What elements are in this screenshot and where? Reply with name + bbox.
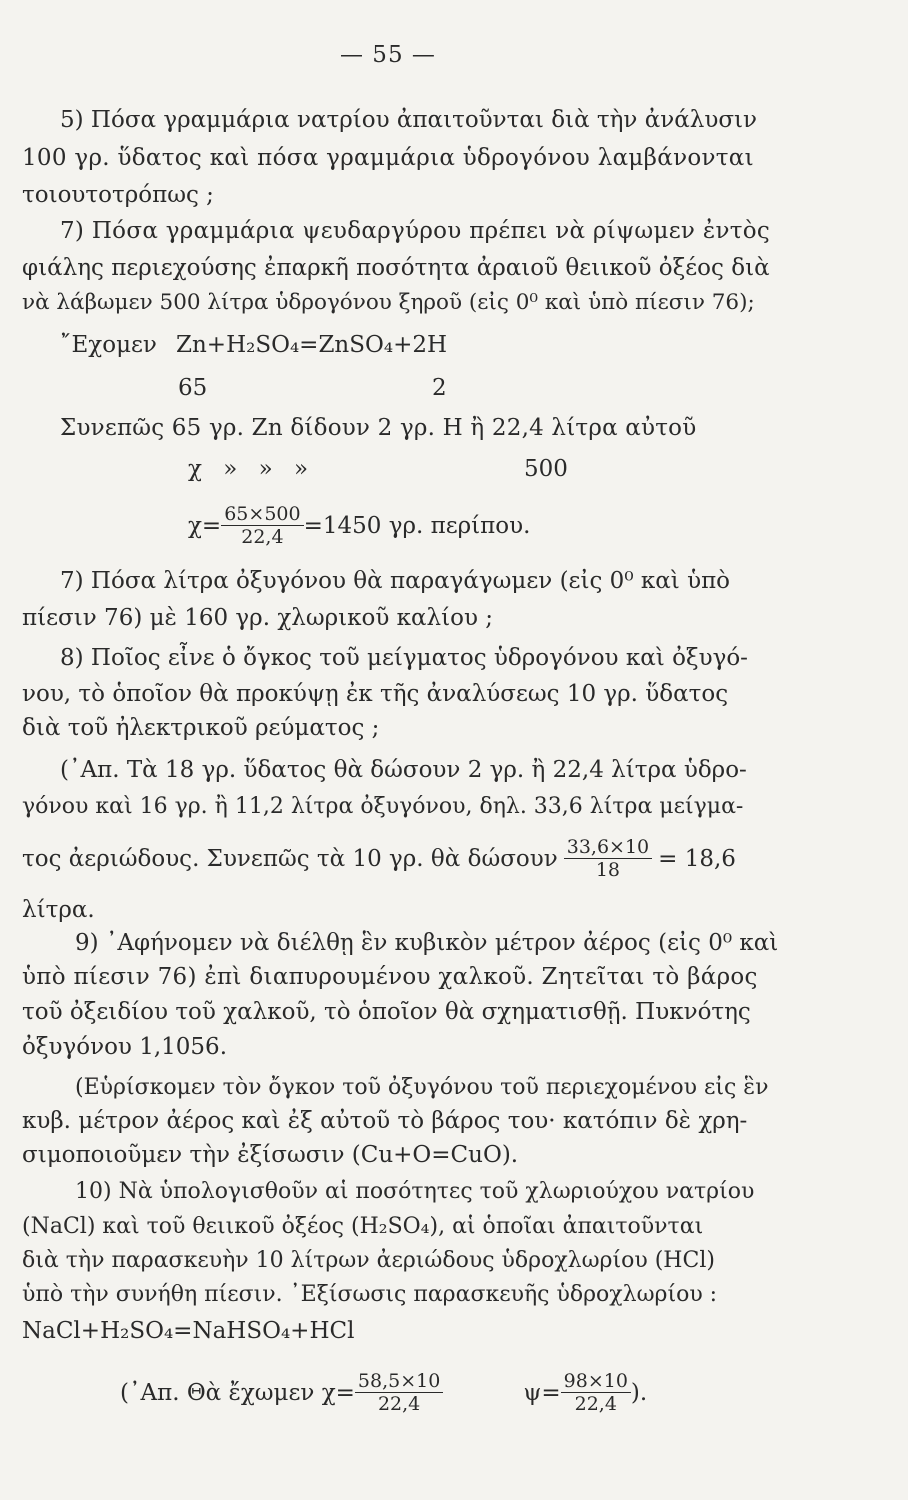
q5-line-2: 100 γρ. ὕδατος καὶ πόσα γραμμάρια ὑδρογόνου λαμβάνονται [22, 145, 754, 171]
ratio-line-2-right: 500 [524, 456, 568, 482]
q10-equation: NaCl+H₂SO₄=NaHSO₄+HCl [22, 1318, 355, 1344]
q7a-line-3: νὰ λάβωμεν 500 λίτρα ὑδρογόνου ξηροῦ (εἰς 0⁰ καὶ ὑπὸ πίεσιν 76); [22, 290, 755, 315]
calc1-numerator: 65×500 [221, 503, 303, 526]
q8-line-1: 8) Ποῖος εἶνε ὁ ὄγκος τοῦ μείγματος ὑδρογόνου καὶ ὀξυγό- [60, 645, 748, 671]
q5-line-1: 5) Πόσα γραμμάρια νατρίου ἀπαιτοῦνται διὰ τὴν ἀνάλυσιν [60, 107, 758, 133]
q9-line-1: 9) ᾿Αφήνομεν νὰ διέλθῃ ἓν κυβικὸν μέτρον ἀέρος (εἰς 0⁰ καὶ [75, 930, 779, 956]
calc1-denominator: 22,4 [241, 526, 284, 548]
q7a-line-2: φιάλης περιεχούσης ἐπαρκῆ ποσότητα ἀραιοῦ θειικοῦ ὀξέος διὰ [22, 255, 770, 281]
q7b-line-1: 7) Πόσα λίτρα ὀξυγόνου θὰ παραγάγωμεν (εἰς 0⁰ καὶ ὑπὸ [60, 568, 731, 594]
q9-line-4: ὀξυγόνου 1,1056. [22, 1034, 228, 1060]
a8-numerator: 33,6×10 [564, 836, 652, 859]
a8-line-1: (᾿Απ. Τὰ 18 γρ. ὕδατος θὰ δώσουν 2 γρ. ἢ 22,4 λίτρα ὑδρο- [60, 757, 747, 783]
q7b-line-2: πίεσιν 76) μὲ 160 γρ. χλωρικοῦ καλίου ; [22, 605, 494, 631]
q5-line-3: τοιουτοτρόπως ; [22, 182, 214, 208]
a9-line-3: σιμοποιοῦμεν τὴν ἐξίσωσιν (Cu+O=CuO). [22, 1142, 519, 1168]
a10-psi-fraction [561, 1370, 631, 1415]
q10-line-3: διὰ τὴν παρασκευὴν 10 λίτρων ἀεριώδους ὑδροχλωρίου (HCl) [22, 1248, 715, 1273]
a8-result: = 18,6 [658, 845, 736, 872]
a9-line-1: (Εὑρίσκομεν τὸν ὄγκον τοῦ ὀξυγόνου τοῦ περιεχομένου εἰς ἓν [75, 1075, 769, 1100]
a9-line-2: κυβ. μέτρον ἀέρος καὶ ἐξ αὐτοῦ τὸ βάρος του· κατόπιν δὲ χρη- [22, 1108, 748, 1134]
calc1-variable: χ= [188, 512, 222, 539]
a10-line [120, 1370, 647, 1415]
a8-line-3 [22, 836, 736, 881]
ratio-line-2-left: χ » » » [188, 456, 309, 482]
a10-psi: ψ= [523, 1379, 561, 1406]
a10-prefix: (᾿Απ. Θὰ ἔχωμεν χ= [120, 1379, 355, 1406]
equation-prefix: ῎Εχομεν [60, 332, 157, 358]
calc1-fraction [221, 503, 303, 548]
page-number: — 55 — [340, 42, 436, 68]
q8-line-3: διὰ τοῦ ἠλεκτρικοῦ ρεύματος ; [22, 715, 380, 741]
ratio-line-1: Συνεπῶς 65 γρ. Zn δίδουν 2 γρ. Η ἢ 22,4 λίτρα αὐτοῦ [60, 415, 697, 441]
mass-h: 2 [432, 375, 447, 401]
mass-zn: 65 [178, 375, 208, 401]
a10-x-denominator: 22,4 [377, 1393, 421, 1415]
q7a-line-1: 7) Πόσα γραμμάρια ψευδαργύρου πρέπει νὰ ρίψωμεν ἐντὸς [60, 218, 771, 244]
reaction-equation: Zn+H₂SO₄=ZnSO₄+2H [176, 332, 448, 358]
q9-line-2: ὑπὸ πίεσιν 76) ἐπὶ διαπυρουμένου χαλκοῦ. Ζητεῖται τὸ βάρος [22, 964, 758, 990]
q10-line-1: 10) Νὰ ὑπολογισθοῦν αἱ ποσότητες τοῦ χλωριούχου νατρίου [75, 1179, 755, 1204]
a8-line-4: λίτρα. [22, 897, 95, 923]
a8-fraction [564, 836, 652, 881]
a10-x-fraction [355, 1370, 443, 1415]
a8-line-2: γόνου καὶ 16 γρ. ἢ 11,2 λίτρα ὀξυγόνου, δηλ. 33,6 λίτρα μείγμα- [22, 794, 744, 819]
a10-x-numerator: 58,5×10 [355, 1370, 443, 1393]
a10-close: ). [630, 1379, 648, 1406]
calculation-1 [188, 503, 530, 548]
calc1-result: =1450 γρ. περίπου. [303, 512, 531, 539]
a8-line-3-text: τος ἀεριώδους. Συνεπῶς τὰ 10 γρ. θὰ δώσουν [22, 845, 558, 872]
a10-psi-denominator: 22,4 [574, 1393, 617, 1415]
q9-line-3: τοῦ ὀξειδίου τοῦ χαλκοῦ, τὸ ὁποῖον θὰ σχηματισθῇ. Πυκνότης [22, 999, 751, 1025]
q10-line-2: (NaCl) καὶ τοῦ θειικοῦ ὀξέος (H₂SO₄), αἱ ὁποῖαι ἀπαιτοῦνται [22, 1214, 704, 1239]
q8-line-2: νου, τὸ ὁποῖον θὰ προκύψῃ ἐκ τῆς ἀναλύσεως 10 γρ. ὕδατος [22, 681, 729, 707]
a8-denominator: 18 [595, 859, 621, 881]
a10-psi-numerator: 98×10 [561, 1370, 631, 1393]
q10-line-4: ὑπὸ τὴν συνήθη πίεσιν. ᾿Εξίσωσις παρασκευῆς ὑδροχλωρίου : [22, 1282, 718, 1307]
